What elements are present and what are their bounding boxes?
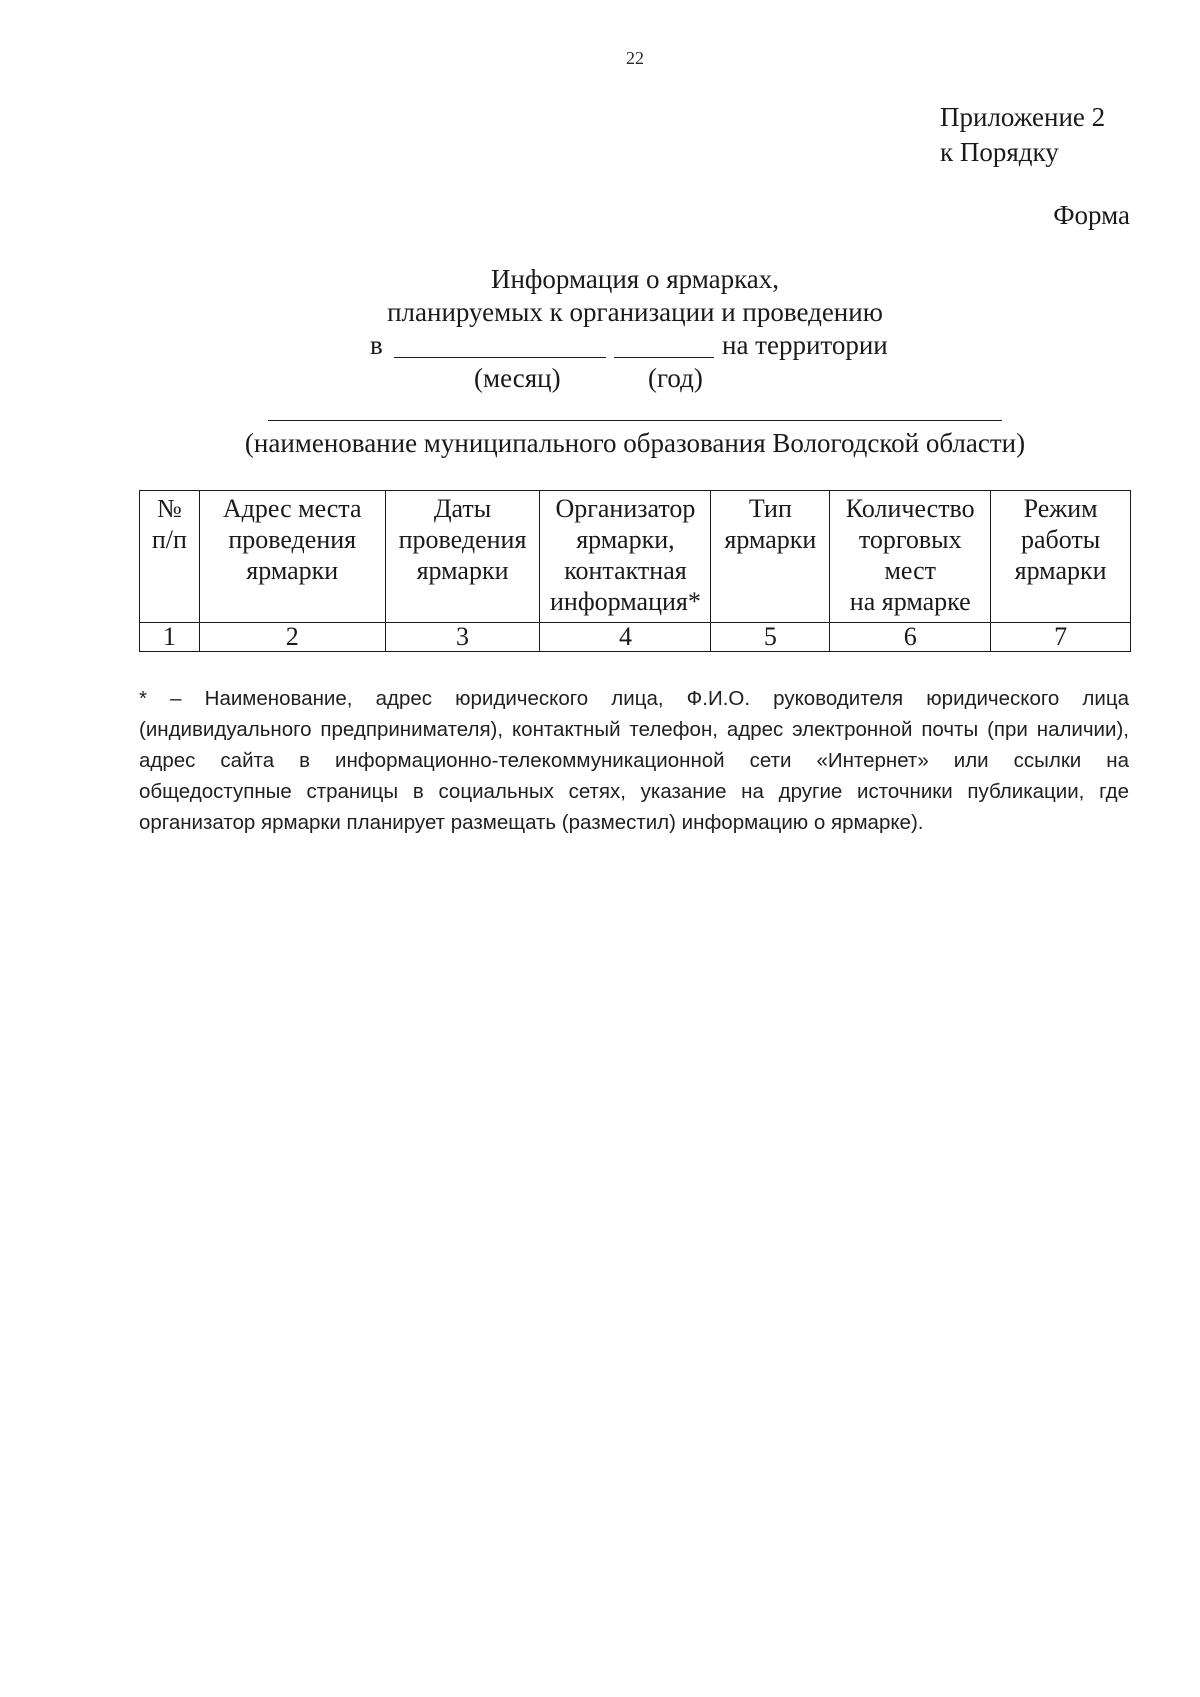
appendix-line-2: к Порядку	[940, 137, 1059, 167]
column-number-4: 4	[540, 623, 711, 652]
header-address: Адрес места проведения ярмарки	[199, 491, 385, 623]
month-blank-field[interactable]	[394, 357, 606, 358]
title-hints	[370, 362, 900, 395]
column-number-6: 6	[830, 623, 991, 652]
title-line-3	[370, 329, 900, 362]
appendix-reference	[940, 100, 1105, 170]
table-row	[140, 623, 1131, 652]
year-blank-field[interactable]	[614, 357, 714, 358]
footnote: * – Наименование, адрес юридического лица, Ф.И.О. руководителя юридического лица (индивидуального предпринимателя), контактный телефон, адрес электронной почты (при наличии), адрес сайта в информационно-телекоммуникационной сети «Интернет» или ссылки на общедоступные страницы в социальных сетях, указание на другие источники публикации, где организатор ярмарки планирует размещать (разместил) информацию о ярмарке).	[139, 687, 1129, 834]
column-number-2: 2	[199, 623, 385, 652]
title-suffix: на территории	[722, 330, 888, 360]
column-number-1: 1	[140, 623, 200, 652]
title-line-1: Информация о ярмарках,	[490, 264, 780, 294]
header-places: Количество торговых мест на ярмарке	[830, 491, 991, 623]
column-number-3: 3	[385, 623, 540, 652]
table-header-row	[140, 491, 1131, 623]
header-organizer: Организатор ярмарки, контактная информация*	[540, 491, 711, 623]
header-number: № п/п	[140, 491, 200, 623]
municipality-blank-field[interactable]	[268, 420, 1002, 421]
document-title	[370, 263, 900, 395]
header-schedule: Режим работы ярмарки	[991, 491, 1131, 623]
header-dates: Даты проведения ярмарки	[385, 491, 540, 623]
month-hint: (месяц)	[474, 363, 561, 393]
header-type: Тип ярмарки	[711, 491, 830, 623]
municipality-hint: (наименование муниципального образования Вологодской области)	[244, 428, 1026, 458]
column-number-7: 7	[991, 623, 1131, 652]
title-prefix: в	[370, 330, 383, 360]
column-number-5: 5	[711, 623, 830, 652]
fairs-table	[139, 490, 1131, 652]
title-line-2: планируемых к организации и проведению	[387, 297, 883, 327]
year-hint: (год)	[648, 363, 703, 393]
form-label: Форма	[1053, 200, 1130, 230]
page-number: 22	[626, 48, 644, 68]
appendix-line-1: Приложение 2	[940, 102, 1106, 132]
